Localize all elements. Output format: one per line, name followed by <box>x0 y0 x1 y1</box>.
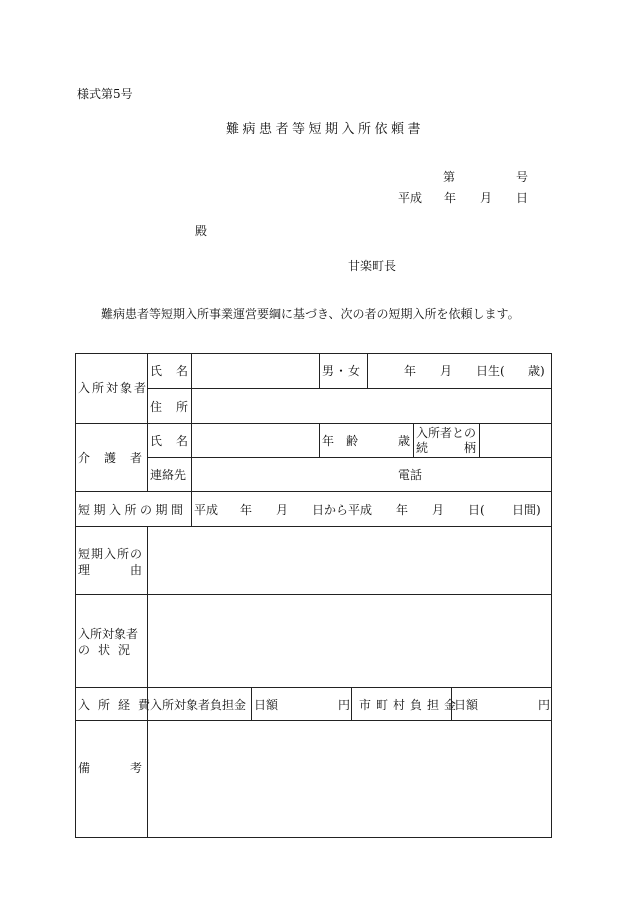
intro-text: 難病患者等短期入所事業運営要綱に基づき、次の者の短期入所を依頼します。 <box>101 307 520 321</box>
caregiver-age-field[interactable] <box>319 423 413 457</box>
reason-header-line1: 短期入所の <box>78 547 144 561</box>
sex-option: 男・女 <box>322 364 362 378</box>
status-field[interactable] <box>147 594 552 687</box>
name-label-b: 名 <box>176 364 189 378</box>
caregiver-name-label-b: 名 <box>176 434 189 448</box>
addressee-suffix: 殿 <box>195 224 208 238</box>
date-era: 平成 <box>398 191 423 205</box>
period-day2: 日( <box>468 503 485 517</box>
date-year: 年 <box>444 191 457 205</box>
doc-number-dai: 第 <box>443 170 456 184</box>
caregiver-name-label-cell <box>147 423 191 457</box>
address-label-a: 住 <box>150 400 163 414</box>
caregiver-header: 介護者 <box>78 451 157 465</box>
period-header: 短期入所の期間 <box>78 503 187 517</box>
caregiver-name-field[interactable] <box>191 423 319 457</box>
cost-header: 入所経費 <box>78 698 159 712</box>
age-label: 年齢 <box>322 434 371 448</box>
status-header-line1: 入所対象者 <box>78 627 139 641</box>
period-era1: 平成 <box>194 503 219 517</box>
reason-field[interactable] <box>147 526 552 594</box>
phone-label: 電話 <box>398 468 423 482</box>
period-days: 日間) <box>512 503 541 517</box>
cost-header-cell <box>75 687 159 720</box>
period-month1: 月 <box>276 503 289 517</box>
period-year1: 年 <box>240 503 253 517</box>
name-label-a: 氏 <box>150 364 163 378</box>
age-unit: 歳 <box>398 434 411 448</box>
birthdate-field[interactable] <box>367 353 552 388</box>
date-month: 月 <box>480 191 493 205</box>
doc-number-go: 号 <box>516 170 529 184</box>
daily-label-1: 日額 <box>254 698 279 712</box>
name-label-cell <box>147 353 191 388</box>
contact-label: 連絡先 <box>150 468 187 482</box>
subject-burden-field[interactable] <box>251 687 351 720</box>
page-title: 難病患者等短期入所依頼書 <box>226 122 425 137</box>
reason-header-a: 理 <box>78 563 91 577</box>
subject-burden-cell <box>147 687 251 720</box>
sex-cell[interactable] <box>319 353 367 388</box>
town-burden-cell <box>351 687 462 720</box>
address-label-cell <box>147 388 191 423</box>
remarks-field[interactable] <box>147 720 552 838</box>
period-month2: 月 <box>432 503 445 517</box>
relation-label-b: 柄 <box>464 441 477 455</box>
relation-label-line1: 入所者との <box>416 426 477 440</box>
birth-year: 年 <box>404 364 417 378</box>
period-header-cell <box>75 491 191 526</box>
remarks-header-cell <box>75 720 147 838</box>
birth-day: 日生( <box>476 364 505 378</box>
address-label-b: 所 <box>176 400 189 414</box>
caregiver-header-cell <box>75 423 157 491</box>
form-number: 様式第5号 <box>77 87 133 101</box>
remarks-header-b: 考 <box>130 761 143 775</box>
status-header-line2: の状況 <box>78 643 139 657</box>
yen-label-1: 円 <box>338 698 351 712</box>
town-burden-label: 市町村負担金 <box>359 698 462 712</box>
daily-label-2: 日額 <box>454 698 479 712</box>
subject-name-field[interactable] <box>191 353 319 388</box>
contact-label-cell <box>147 457 191 491</box>
period-year2: 年 <box>396 503 409 517</box>
birth-age: 歳) <box>528 364 545 378</box>
issuer: 甘楽町長 <box>348 259 397 273</box>
subject-header-cell <box>75 353 147 423</box>
town-burden-field[interactable] <box>451 687 552 720</box>
relation-label-cell <box>413 423 479 457</box>
period-field[interactable] <box>191 491 552 526</box>
relation-label-a: 続 <box>416 441 429 455</box>
date-day: 日 <box>516 191 529 205</box>
subject-burden-label: 入所対象者負担金 <box>150 698 247 712</box>
remarks-header-a: 備 <box>78 761 91 775</box>
status-header-cell <box>75 594 147 687</box>
reason-header-b: 由 <box>130 563 143 577</box>
subject-header: 入所対象者 <box>78 381 149 395</box>
reason-header-cell <box>75 526 147 594</box>
request-table <box>75 353 552 838</box>
birth-month: 月 <box>440 364 453 378</box>
subject-address-field[interactable] <box>191 388 552 423</box>
relation-field[interactable] <box>479 423 552 457</box>
yen-label-2: 円 <box>538 698 551 712</box>
contact-field[interactable] <box>191 457 552 491</box>
period-from: 日から平成 <box>312 503 373 517</box>
caregiver-name-label-a: 氏 <box>150 434 163 448</box>
